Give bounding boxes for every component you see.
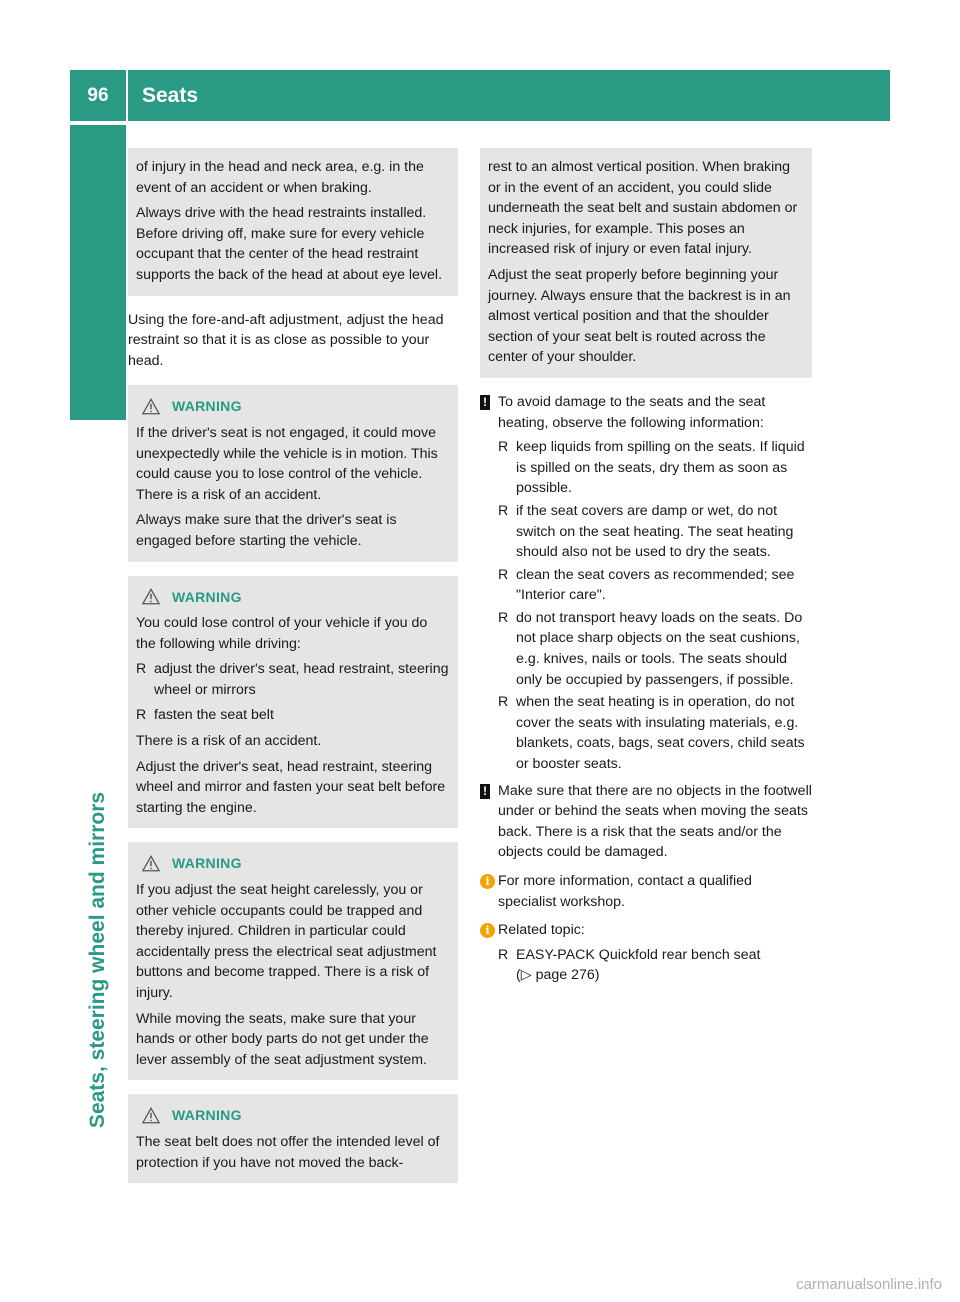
caution-note: ! Make sure that there are no objects in the footwell under or behind the seats when moving the seats back. There is a risk that the seats and/or the objects could be damaged. [480,781,812,863]
warning-box-continued [480,148,812,378]
warning-triangle-icon [142,588,160,605]
bullet-icon: R [498,502,509,519]
bullet-icon: R [498,609,509,626]
warning-label: WARNING [172,855,242,872]
body-paragraph: Using the fore-and-aft adjustment, adjust the head restraint so that it is as close as possible to your head. [128,311,444,369]
list-item: R adjust the driver's seat, head restraint, steering wheel or mirrors [136,659,450,700]
side-tab-block [70,125,126,420]
warning-triangle-icon [142,855,160,872]
warning-text: The seat belt does not offer the intended level of protection if you have not moved the back- [136,1133,440,1171]
page-reference[interactable]: (▷ page 276) [516,967,600,984]
warning-text: If you adjust the seat height carelessly, you or other vehicle occupants could be trapped and thereby injured. Children in particular could accidentally press the electrical seat adjustment buttons and become trapped. There is a risk of injury. [136,882,437,1001]
list-item [498,945,812,986]
warning-triangle-icon [142,1107,160,1124]
warning-heading [136,853,450,874]
exclamation-icon: ! [480,784,490,799]
warning-box [128,385,458,561]
bullet-icon: R [498,566,509,583]
list-item: R when the seat heating is in operation, do not cover the seats with insulating materials, e.g. blankets, coats, bags, seat covers, child seats or booster seats. [498,692,812,774]
bullet-icon: R [136,707,147,724]
bullet-icon: R [498,694,509,711]
bullet-icon: R [498,946,509,963]
related-list [498,945,812,986]
warning-box-continued [128,148,458,296]
list-item: R keep liquids from spilling on the seats. If liquid is spilled on the seats, dry them as soon as possible. [498,437,812,499]
caution-note: ! To avoid damage to the seats and the seat heating, observe the following information: [480,392,812,433]
info-note: i Related topic: [480,920,812,941]
section-title: Seats [128,70,890,121]
warning-label: WARNING [172,1107,242,1124]
warning-label: WARNING [172,398,242,415]
exclamation-icon: ! [480,395,490,410]
caution-list [498,437,812,775]
right-column [480,148,812,988]
bullet-icon: R [498,439,509,456]
list-item: R clean the seat covers as recommended; see "Interior care". [498,565,812,606]
warning-box [128,1094,458,1183]
box-paragraph: rest to an almost vertical position. When braking or in the event of an accident, you could slide underneath the seat belt and sustain abdomen or neck injuries, for example. This poses an increased risk of injury or even fatal injury. [488,159,798,258]
warning-heading [136,396,450,417]
side-tab [78,680,118,1240]
side-tab-label: Seats, steering wheel and mirrors [86,791,109,1129]
info-note: i For more information, contact a qualified specialist workshop. [480,871,812,912]
page-number: 96 [70,70,126,121]
related-link[interactable]: EASY-PACK Quickfold rear bench seat [516,946,761,963]
info-icon: i [480,923,495,938]
box-paragraph: Always drive with the head restraints installed. Before driving off, make sure for every vehicle occupant that the center of the head restraint supports the back of the head at about eye level. [136,205,443,283]
warning-text: You could lose control of your vehicle if you do the following while driving: [136,615,428,652]
warning-box [128,842,458,1080]
box-paragraph: of injury in the head and neck area, e.g. in the event of an accident or when braking. [136,159,424,196]
warning-label: WARNING [172,588,242,605]
list-item: R if the seat covers are damp or wet, do not switch on the seat heating. The seat heating should also not be used to dry the seats. [498,501,812,563]
bullet-icon: R [136,661,147,678]
box-paragraph: Adjust the seat properly before beginning your journey. Always ensure that the backrest is in an almost vertical position and that the shoulder section of your seat belt is routed across the center of your shoulder. [488,266,791,366]
warning-text: Always make sure that the driver's seat is engaged before starting the vehicle. [136,512,397,549]
warning-text: There is a risk of an accident. [136,733,322,750]
left-column [128,148,458,1197]
list-item: R fasten the seat belt [136,705,450,726]
warning-text: Adjust the driver's seat, head restraint, steering wheel and mirror and fasten your seat belt before starting the engine. [136,758,446,816]
watermark: carmanualsonline.info [796,1276,942,1293]
warning-text: While moving the seats, make sure that your hands or other body parts do not get under the lever assembly of the seat adjustment system. [136,1010,429,1068]
warning-heading [136,1105,450,1126]
warning-box [128,576,458,829]
warning-heading [136,587,450,608]
warning-triangle-icon [142,398,160,415]
info-icon: i [480,874,495,889]
list-item: R do not transport heavy loads on the seats. Do not place sharp objects on the seat cushions, e.g. knives, nails or tools. The seats should only be occupied by passengers, if possible. [498,608,812,690]
warning-text: If the driver's seat is not engaged, it could move unexpectedly while the vehicle is in motion. This could cause you to lose control of the vehicle. There is a risk of an accident. [136,424,438,503]
